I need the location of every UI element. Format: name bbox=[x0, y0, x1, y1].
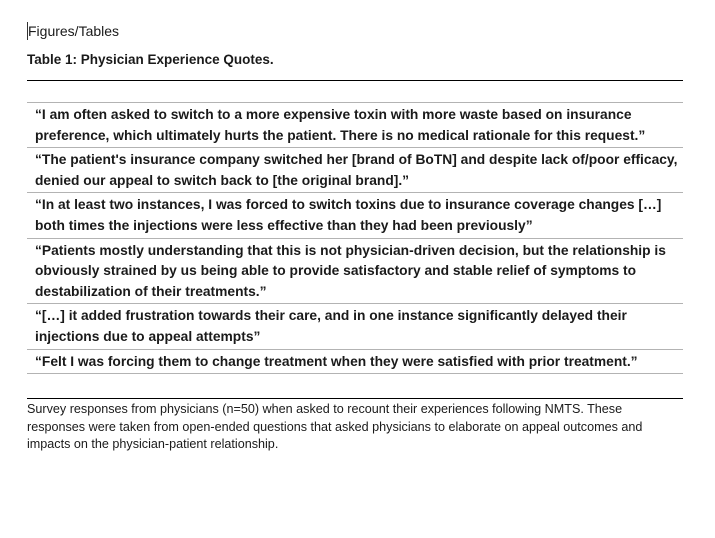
section-heading: Figures/Tables bbox=[28, 23, 120, 39]
quote-row: “Felt I was forcing them to change treatment when they were satisfied with prior treatment.” bbox=[27, 350, 683, 375]
quotes-table bbox=[27, 102, 683, 374]
table-footnote: Survey responses from physicians (n=50) when asked to recount their experiences following NMTS. These responses were taken from open-ended questions that asked physicians to elaborate on appeal outcomes and impacts on the physician-patient relationship. bbox=[27, 402, 643, 452]
table-caption: Table 1: Physician Experience Quotes. bbox=[27, 52, 274, 67]
quote-row: “In at least two instances, I was forced to switch toxins due to insurance coverage changes […] both times the injections were less effective than they had been previously” bbox=[27, 193, 683, 238]
quote-row: “[…] it added frustration towards their care, and in one instance significantly delayed their injections due to appeal attempts” bbox=[27, 304, 683, 349]
quote-row: “I am often asked to switch to a more expensive toxin with more waste based on insurance preference, which ultimately hurts the patient. There is no medical rationale for this request.” bbox=[27, 103, 683, 148]
table-top-rule bbox=[27, 80, 683, 81]
quote-row: “The patient's insurance company switched her [brand of BoTN] and despite lack of/poor efficacy, denied our appeal to switch back to [the original brand].” bbox=[27, 148, 683, 193]
quote-row: “Patients mostly understanding that this is not physician-driven decision, but the relationship is obviously strained by us being able to provide satisfactory and stable relief of symptoms to destabilization of their treatments.” bbox=[27, 239, 683, 305]
table-bottom-rule bbox=[27, 398, 683, 399]
